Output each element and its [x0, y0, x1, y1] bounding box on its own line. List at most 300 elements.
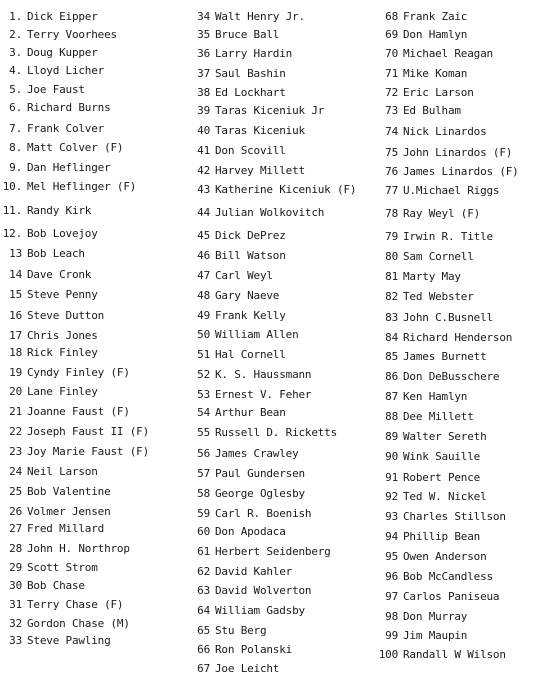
- entry-number: 63: [197, 584, 210, 597]
- list-item: [194, 28, 279, 41]
- list-item: [376, 331, 512, 344]
- entry-name: Bob Chase: [27, 579, 85, 592]
- list-item: [376, 530, 480, 543]
- entry-number: 83: [385, 311, 398, 324]
- entry-name: Bill Watson: [215, 249, 286, 262]
- entry-number: 56: [197, 447, 210, 460]
- entry-name: Don Apodaca: [215, 525, 286, 538]
- list-item: [194, 624, 266, 637]
- entry-number: 40: [197, 124, 210, 137]
- entry-number: 76: [385, 165, 398, 178]
- entry-name: Dick DePrez: [215, 229, 286, 242]
- list-item: [376, 350, 487, 363]
- list-item: [0, 598, 123, 611]
- entry-name: Terry Chase (F): [27, 598, 124, 611]
- entry-name: Joe Faust: [27, 83, 85, 96]
- list-item: [376, 104, 461, 117]
- entry-number: 69: [385, 28, 398, 41]
- entry-number: 68: [385, 10, 398, 23]
- entry-number: 62: [197, 565, 210, 578]
- entry-name: Jim Maupin: [403, 629, 468, 642]
- entry-name: Russell D. Ricketts: [215, 426, 338, 439]
- entry-name: Harvey Millett: [215, 164, 305, 177]
- entry-name: James Linardos (F): [403, 165, 519, 178]
- entry-name: Walter Sereth: [403, 430, 487, 443]
- list-item: [0, 561, 98, 574]
- entry-name: Ted W. Nickel: [403, 490, 487, 503]
- list-item: [0, 28, 117, 41]
- list-item: [376, 270, 461, 283]
- list-item: [194, 164, 305, 177]
- entry-number: 1.: [9, 10, 22, 23]
- entry-name: James Burnett: [403, 350, 487, 363]
- list-item: [0, 122, 104, 135]
- entry-number: 22: [9, 425, 22, 438]
- list-item: [194, 643, 292, 656]
- entry-number: 73: [385, 104, 398, 117]
- entry-number: 57: [197, 467, 210, 480]
- list-item: [0, 366, 130, 379]
- list-item: [194, 662, 279, 675]
- entry-number: 85: [385, 350, 398, 363]
- list-item: [194, 144, 286, 157]
- entry-number: 46: [197, 249, 210, 262]
- entry-name: David Kahler: [215, 565, 293, 578]
- list-item: [0, 141, 123, 154]
- entry-name: Volmer Jensen: [27, 505, 111, 518]
- list-item: [194, 249, 286, 262]
- entry-name: Terry Voorhees: [27, 28, 117, 41]
- list-item: [194, 388, 311, 401]
- list-item: [0, 445, 149, 458]
- entry-name: Scott Strom: [27, 561, 98, 574]
- entry-name: Joe Leicht: [215, 662, 280, 675]
- entry-number: 96: [385, 570, 398, 583]
- list-item: [0, 46, 98, 59]
- entry-number: 67: [197, 662, 210, 675]
- entry-name: Phillip Bean: [403, 530, 481, 543]
- list-item: [0, 247, 85, 260]
- entry-name: Taras Kiceniuk: [215, 124, 305, 137]
- entry-number: 18: [9, 346, 22, 359]
- entry-name: Neil Larson: [27, 465, 98, 478]
- entry-number: 66: [197, 643, 210, 656]
- list-item: [0, 64, 104, 77]
- entry-name: Eric Larson: [403, 86, 474, 99]
- entry-number: 95: [385, 550, 398, 563]
- entry-name: George Oglesby: [215, 487, 305, 500]
- entry-number: 84: [385, 331, 398, 344]
- entry-name: David Wolverton: [215, 584, 312, 597]
- entry-name: Lane Finley: [27, 385, 98, 398]
- entry-number: 32: [9, 617, 22, 630]
- list-item: [194, 545, 331, 558]
- entry-name: Irwin R. Title: [403, 230, 493, 243]
- entry-number: 98: [385, 610, 398, 623]
- entry-number: 65: [197, 624, 210, 637]
- entry-number: 74: [385, 125, 398, 138]
- entry-name: John H. Northrop: [27, 542, 130, 555]
- entry-number: 41: [197, 144, 210, 157]
- list-item: [194, 309, 286, 322]
- list-item: [194, 368, 311, 381]
- list-item: [376, 450, 480, 463]
- entry-name: Ed Lockhart: [215, 86, 286, 99]
- list-item: [376, 590, 499, 603]
- entry-name: Joseph Faust II (F): [27, 425, 150, 438]
- list-item: [376, 230, 493, 243]
- entry-name: Steve Pawling: [27, 634, 111, 647]
- entry-name: Carl R. Boenish: [215, 507, 312, 520]
- list-item: [376, 67, 467, 80]
- entry-number: 24: [9, 465, 22, 478]
- entry-number: 16: [9, 309, 22, 322]
- entry-number: 93: [385, 510, 398, 523]
- entry-number: 43: [197, 183, 210, 196]
- entry-name: Ron Polanski: [215, 643, 293, 656]
- entry-number: 72: [385, 86, 398, 99]
- list-item: [376, 250, 474, 263]
- entry-number: 5.: [9, 83, 22, 96]
- entry-name: Stu Berg: [215, 624, 267, 637]
- list-item: [194, 467, 305, 480]
- entry-number: 81: [385, 270, 398, 283]
- entry-number: 53: [197, 388, 210, 401]
- list-item: [376, 207, 480, 220]
- list-item: [0, 180, 136, 193]
- entry-name: Rick Finley: [27, 346, 98, 359]
- entry-name: Hal Cornell: [215, 348, 286, 361]
- list-item: [194, 10, 305, 23]
- entry-number: 64: [197, 604, 210, 617]
- list-item: [376, 471, 480, 484]
- entry-number: 89: [385, 430, 398, 443]
- entry-name: Carl Weyl: [215, 269, 273, 282]
- entry-number: 58: [197, 487, 210, 500]
- entry-name: Julian Wolkovitch: [215, 206, 325, 219]
- list-item: [376, 490, 487, 503]
- list-item: [194, 269, 273, 282]
- entry-name: Don DeBusschere: [403, 370, 500, 383]
- entry-name: Ken Hamlyn: [403, 390, 468, 403]
- list-item: [0, 346, 98, 359]
- list-item: [0, 425, 149, 438]
- list-item: [0, 329, 98, 342]
- list-item: [0, 10, 98, 23]
- entry-number: 38: [197, 86, 210, 99]
- list-item: [376, 165, 519, 178]
- entry-name: John Linardos (F): [403, 146, 513, 159]
- list-item: [194, 328, 299, 341]
- list-item: [0, 405, 130, 418]
- entry-name: Carlos Paniseua: [403, 590, 500, 603]
- list-item: [194, 289, 279, 302]
- entry-number: 60: [197, 525, 210, 538]
- list-item: [376, 10, 467, 23]
- list-item: [0, 288, 98, 301]
- entry-number: 92: [385, 490, 398, 503]
- entry-number: 7.: [9, 122, 22, 135]
- entry-number: 55: [197, 426, 210, 439]
- entry-name: K. S. Haussmann: [215, 368, 312, 381]
- list-item: [0, 465, 98, 478]
- entry-name: Cyndy Finley (F): [27, 366, 130, 379]
- entry-name: Marty May: [403, 270, 461, 283]
- list-item: [376, 629, 467, 642]
- entry-name: U.Michael Riggs: [403, 184, 500, 197]
- list-item: [0, 522, 104, 535]
- list-item: [376, 390, 467, 403]
- list-item: [0, 101, 111, 114]
- entry-number: 49: [197, 309, 210, 322]
- entry-name: Bruce Ball: [215, 28, 280, 41]
- list-item: [376, 86, 474, 99]
- list-item: [376, 146, 512, 159]
- list-item: [194, 348, 286, 361]
- entry-number: 54: [197, 406, 210, 419]
- entry-number: 15: [9, 288, 22, 301]
- entry-number: 37: [197, 67, 210, 80]
- list-item: [194, 206, 324, 219]
- entry-name: Doug Kupper: [27, 46, 98, 59]
- list-item: [0, 309, 104, 322]
- entry-name: Ed Bulham: [403, 104, 461, 117]
- list-item: [376, 610, 467, 623]
- entry-name: Bob Valentine: [27, 485, 111, 498]
- entry-name: Mel Heflinger (F): [27, 180, 137, 193]
- entry-name: Mike Koman: [403, 67, 468, 80]
- entry-number: 80: [385, 250, 398, 263]
- entry-number: 8.: [9, 141, 22, 154]
- entry-name: Saul Bashin: [215, 67, 286, 80]
- entry-number: 70: [385, 47, 398, 60]
- entry-name: Frank Kelly: [215, 309, 286, 322]
- list-item: [0, 505, 111, 518]
- entry-number: 52: [197, 368, 210, 381]
- list-item: [194, 67, 286, 80]
- list-item: [194, 525, 286, 538]
- entry-number: 82: [385, 290, 398, 303]
- list-item: [0, 634, 111, 647]
- entry-number: 17: [9, 329, 22, 342]
- entry-number: 12.: [2, 227, 22, 240]
- entry-name: Gordon Chase (M): [27, 617, 130, 630]
- entry-number: 91: [385, 471, 398, 484]
- entry-number: 36: [197, 47, 210, 60]
- entry-number: 28: [9, 542, 22, 555]
- list-item: [0, 161, 111, 174]
- entry-number: 35: [197, 28, 210, 41]
- entry-name: Paul Gundersen: [215, 467, 305, 480]
- entry-number: 75: [385, 146, 398, 159]
- list-item: [0, 617, 130, 630]
- entry-number: 10.: [2, 180, 22, 193]
- entry-name: Lloyd Licher: [27, 64, 105, 77]
- entry-number: 88: [385, 410, 398, 423]
- entry-name: Fred Millard: [27, 522, 105, 535]
- list-item: [376, 28, 467, 41]
- entry-number: 23: [9, 445, 22, 458]
- list-item: [194, 104, 324, 117]
- entry-number: 42: [197, 164, 210, 177]
- entry-name: Herbert Seidenberg: [215, 545, 331, 558]
- entry-name: Randy Kirk: [27, 204, 92, 217]
- entry-name: Bob Leach: [27, 247, 85, 260]
- entry-name: Steve Penny: [27, 288, 98, 301]
- entry-name: Randall W Wilson: [403, 648, 506, 661]
- entry-name: Matt Colver (F): [27, 141, 124, 154]
- entry-number: 3.: [9, 46, 22, 59]
- list-item: [194, 604, 305, 617]
- list-item: [0, 227, 98, 240]
- entry-number: 14: [9, 268, 22, 281]
- entry-number: 30: [9, 579, 22, 592]
- entry-number: 47: [197, 269, 210, 282]
- entry-name: Taras Kiceniuk Jr: [215, 104, 325, 117]
- entry-name: Frank Colver: [27, 122, 105, 135]
- entry-name: Gary Naeve: [215, 289, 280, 302]
- list-item: [0, 385, 98, 398]
- entry-name: Michael Reagan: [403, 47, 493, 60]
- entry-number: 94: [385, 530, 398, 543]
- entry-name: Dick Eipper: [27, 10, 98, 23]
- list-item: [0, 83, 85, 96]
- entry-number: 99: [385, 629, 398, 642]
- entry-name: Wink Sauille: [403, 450, 481, 463]
- entry-number: 86: [385, 370, 398, 383]
- entry-number: 20: [9, 385, 22, 398]
- list-item: [376, 648, 506, 661]
- entry-number: 100: [378, 648, 398, 661]
- entry-name: Bob Lovejoy: [27, 227, 98, 240]
- entry-name: Ernest V. Feher: [215, 388, 312, 401]
- list-item: [194, 406, 286, 419]
- entry-name: Don Hamlyn: [403, 28, 468, 41]
- entry-name: Ted Webster: [403, 290, 474, 303]
- entry-number: 29: [9, 561, 22, 574]
- list-item: [194, 86, 286, 99]
- list-item: [376, 125, 487, 138]
- entry-number: 19: [9, 366, 22, 379]
- entry-name: Joanne Faust (F): [27, 405, 130, 418]
- entry-number: 39: [197, 104, 210, 117]
- entry-number: 51: [197, 348, 210, 361]
- entry-name: James Crawley: [215, 447, 299, 460]
- list-item: [0, 485, 111, 498]
- entry-name: Robert Pence: [403, 471, 481, 484]
- entry-number: 71: [385, 67, 398, 80]
- list-item: [0, 579, 85, 592]
- list-item: [194, 47, 292, 60]
- list-item: [194, 124, 305, 137]
- list-item: [376, 510, 506, 523]
- list-item: [376, 184, 499, 197]
- entry-name: Ray Weyl (F): [403, 207, 481, 220]
- entry-name: Dave Cronk: [27, 268, 92, 281]
- list-item: [194, 487, 305, 500]
- entry-name: Arthur Bean: [215, 406, 286, 419]
- entry-name: John C.Busnell: [403, 311, 493, 324]
- entry-name: Richard Henderson: [403, 331, 513, 344]
- list-item: [376, 570, 493, 583]
- entry-number: 27: [9, 522, 22, 535]
- entry-name: William Gadsby: [215, 604, 305, 617]
- list-item: [0, 204, 91, 217]
- entry-number: 34: [197, 10, 210, 23]
- list-item: [194, 447, 299, 460]
- entry-name: Steve Dutton: [27, 309, 105, 322]
- entry-number: 90: [385, 450, 398, 463]
- entry-number: 78: [385, 207, 398, 220]
- entry-number: 11.: [2, 204, 22, 217]
- entry-number: 50: [197, 328, 210, 341]
- list-item: [376, 410, 474, 423]
- list-item: [376, 47, 493, 60]
- entry-name: Walt Henry Jr.: [215, 10, 305, 23]
- entry-number: 77: [385, 184, 398, 197]
- entry-name: Charles Stillson: [403, 510, 506, 523]
- list-item: [0, 542, 130, 555]
- list-item: [376, 370, 499, 383]
- entry-number: 6.: [9, 101, 22, 114]
- list-item: [376, 550, 487, 563]
- entry-name: Don Scovill: [215, 144, 286, 157]
- entry-number: 9.: [9, 161, 22, 174]
- list-item: [194, 565, 292, 578]
- entry-name: Larry Hardin: [215, 47, 293, 60]
- entry-name: Joy Marie Faust (F): [27, 445, 150, 458]
- entry-name: Bob McCandless: [403, 570, 493, 583]
- entry-name: Chris Jones: [27, 329, 98, 342]
- entry-number: 44: [197, 206, 210, 219]
- entry-number: 4.: [9, 64, 22, 77]
- entry-name: Dee Millett: [403, 410, 474, 423]
- entry-number: 87: [385, 390, 398, 403]
- list-item: [0, 268, 91, 281]
- entry-name: Owen Anderson: [403, 550, 487, 563]
- entry-number: 97: [385, 590, 398, 603]
- entry-number: 48: [197, 289, 210, 302]
- entry-name: Richard Burns: [27, 101, 111, 114]
- entry-name: Dan Heflinger: [27, 161, 111, 174]
- list-item: [194, 507, 311, 520]
- entry-number: 33: [9, 634, 22, 647]
- entry-number: 59: [197, 507, 210, 520]
- entry-number: 13: [9, 247, 22, 260]
- entry-name: William Allen: [215, 328, 299, 341]
- entry-number: 45: [197, 229, 210, 242]
- entry-name: Nick Linardos: [403, 125, 487, 138]
- entry-number: 79: [385, 230, 398, 243]
- list-item: [194, 229, 286, 242]
- entry-number: 25: [9, 485, 22, 498]
- entry-number: 61: [197, 545, 210, 558]
- entry-name: Don Murray: [403, 610, 468, 623]
- entry-number: 21: [9, 405, 22, 418]
- list-item: [376, 311, 493, 324]
- entry-name: Katherine Kiceniuk (F): [215, 183, 357, 196]
- entry-number: 2.: [9, 28, 22, 41]
- list-item: [376, 430, 487, 443]
- entry-number: 26: [9, 505, 22, 518]
- entry-name: Frank Zaic: [403, 10, 468, 23]
- list-item: [194, 584, 311, 597]
- entry-number: 31: [9, 598, 22, 611]
- list-item: [376, 290, 474, 303]
- list-item: [194, 183, 356, 196]
- list-item: [194, 426, 337, 439]
- entry-name: Sam Cornell: [403, 250, 474, 263]
